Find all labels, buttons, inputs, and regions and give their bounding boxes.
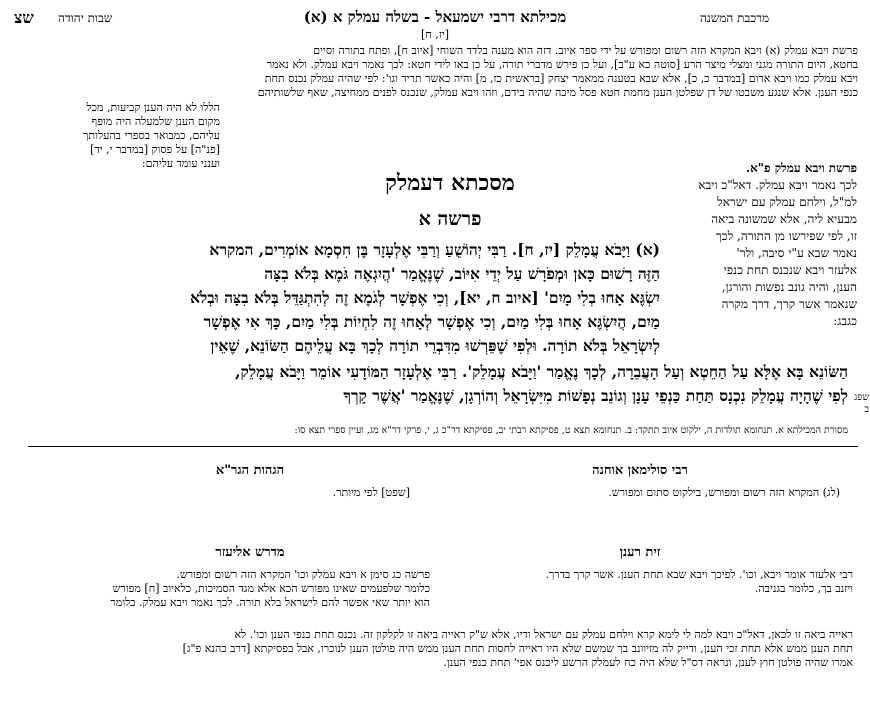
main-text-block [20,238,660,358]
commentary-line: רבי אלעזר אומר ויבא, וכו'. לפיכך ויבא שבא תחת הענן. אשר קרך בדרך. [545,568,853,581]
commentary-line: הענן, והיה גונב נפשות והורגן, [721,280,857,294]
commentary-line: בחטא, היום התורה מגני ומצלי מיצר הרע [סוטה כא ע"ב], ועל כן פירש מדברי תורה, על כן באו לידי חטא: לכך נאמר ויבא עמלק. ולא נאמר [266,58,858,71]
commentary-line: הללו לא היה הענן קביעות, מכל [86,101,220,114]
commentary-line: לכך נאמר ויבא עמלק. דאל"כ ויבא [698,178,857,192]
commentary-line: נאמר שבא ע"י סיבה, ולר' [736,246,857,260]
commentary-line: ויבא עמלק כמו ויבא אדום [במדבר כ, כ], אלא שבא בטענה ממאמר יצחק [בראשית כז, מ] והיה כאשר תריד וגו': לפי שהיה עמלק נכנס תחת [264,72,858,85]
commentary-line: פרשה כג סימן א ויבא עמלק וכו' המקרא הזה רשום ומפורש. [176,568,430,581]
notes-text-ohana: (לג) המקרא הזה רשום ומפורש, בילקוט סתום ומפורש. [608,486,840,499]
section-title: פרשה א [418,208,482,230]
commentary-line: תחת הענן ממש אלא תחת זכי הענן, ודייק לה מזיוונב בך שמשם שלא היו ראייה לחסות תחת הענן ממש היה פולטן הענן לנוכרו, אבל בפסיקתא [דרב כהנא פ"ג] [182,642,853,655]
commentary-line: זו, לפי שפירשו מן התורה, לכך [715,229,857,243]
commentary-line: כנפי הענן. אלא שנגע משבטו של דן שפלטן הענן מחמת חטא פסל מיכה שהיה בידם, וזהו ויבא עמלק, שנכנס לפנים ממחיצה, שאף שלשותיהם [257,86,858,99]
midrash-eliezer-text [20,568,430,610]
right-commentary-column [665,160,857,330]
bottom-commentary [20,628,853,670]
commentary-line: עליהם, כמבואר בספרי בהעלותך [83,129,220,142]
commentary-line: אלעזר ויבא שנכנס תחת כנפי [723,263,857,277]
main-text-line: הַזֶּה רָשׁוּם כָּאן וּמְפֹרָשׁ עַל יְדֵי אִיּוֹב, שֶׁנֶּאֱמַר 'הֲיִגְאֶה גֹּמֶא בְּלֹא בִצָּה [264,264,660,283]
commentary-line: ראייה ביאה זו לכאן, דאל"כ ויבא למה לי לימא קרא וילחם עמלק עם ישראל ודיו, אלא ש"ק ראייה ביאה זו לקלקון זה. נכנס תחת כנפי הענן וכו'. לא [234,628,853,641]
commentary-line: וענני עומד עליהם: [141,157,220,170]
main-text-line: לְפִי שֶׁהָיָה עֲמָלֵק נִכְנָס תַּחַת כַּנְפֵי עָנָן וְגוֹנֵב נְפָשׁוֹת מִיִּשְׂרָאֵל וְהוֹרְגָן, שֶׁנֶּאֱמַר 'אֲשֶׁר קָרְךָ [343,386,848,405]
main-text-line: הַשּׂוֹנֵא בָּא אֶלָּא עַל הַחֵטְא וְעַל הָעֲבֵרָה, לְכָךְ נֶאֱמַר 'וַיָּבֹא עֲמָלֵק'. רַבִּי אֶלְעָזָר הַמּוֹדָעִי אוֹמֵר וַיָּבֹא עֲמָלֵק, [235,362,848,381]
zayit-raanan-text [448,568,853,596]
sources-line: מסורת המכילתא א. תנחומא תולדות ה, ילקוט איוב תתקד: ב. תנחומא תצא ט, פסיקתא רבתי יב, פסיקתא דר"כ ג, י, פרקי דר"א מג, ועיין ספרי תצא סו: [294,425,848,436]
commentary-line: ויזנב בך, כלומר בגניבה. [754,582,853,595]
main-text-wide-block [20,360,848,408]
commentary-line: למ"ל, וילחם עמלק עם ישראל [717,195,857,209]
commentary-line: מבעיא ליה, אלא שמשונה ביאה [711,212,857,226]
midrash-eliezer-heading: מדרש אליעזר [215,545,285,560]
notes-heading-gra: הגהות הגר"א [215,463,285,478]
commentary-heading: פרשת ויבא עמלק פ"א. [745,161,857,175]
main-text-line: (א) וַיָּבֹא עֲמָלֵק [יז, ח]. רַבִּי יְהוֹשֻׁעַ וְרַבִּי אֶלְעָזָר בֶּן חִסְמָא אוֹמְרִים, המקרא [209,240,660,259]
commentary-line: מקום הענן שלמעלה היה מופף [91,115,220,128]
commentary-line: שנאמר אשר קרך, דרך מקרה [721,297,857,311]
commentary-line: [פנ"ה] על פסוק [במדבר י, יד] [90,143,220,156]
commentary-line: אמרו שהיה פולטן חוץ לענן, ונראה דס"ל שלא היה כח לעמלק הרשע ליכנס אפי' תחת כנפי הענן. [443,656,853,669]
verse-reference: [יז, ח] [420,28,450,41]
commentary-line: פרשת ויבא עמלק (א) ויבא המקרא הזה רשום ומפורש על ידי ספר איוב. דזה הוא מענה בלדד השוחי [איוב ח], ופתח בתורה וסיים [313,44,858,57]
tractate-title: מסכתא דעמלק [385,170,515,196]
running-head-right: מרכבת המשנה [700,11,770,25]
running-head-center: מכילתא דרבי ישמעאל - בשלה עמלק א (א) [303,8,567,26]
margin-note: שפג ב [854,392,869,415]
main-text-line: לְיִשְׂרָאֵל בְּלֹא תוֹרָה. וּלְפִי שֶׁפֵּרְשׁוּ מִדִּבְרֵי תוֹרָה לְכָךְ בָּא עֲלֵיהֶם הַשּׂוֹנֵא, שֶׁאֵין [210,336,660,355]
notes-text-gra: [שפט] לפי מיותר. [332,486,410,499]
commentary-line: כלומר שלפעמים שאינו מפורש הכא אלא מגד הסמיכות, כלאיוב [ח] מפורש [112,582,430,595]
commentary-line: הוא יותר שאי אפשר להם לישראל בלא תורה. לכך נאמר ויבא עמלק. כלומר [110,596,430,609]
notes-heading-ohana: רבי סולימאן אוחנה [592,463,688,478]
main-text-line: יִשְׂגֶּא אָחוּ בְלִי מָיִם' [איוב ח, יא], וְכִי אֶפְשָׁר לְגֹמֶא זֶה לְהִתְגַּדֵּל בְּלֹא בִצָּה וּבְלֹא [190,288,660,307]
commentary-line: כגבג: [833,314,857,328]
page-number: שצ [14,8,34,27]
left-commentary-column [20,101,220,171]
main-text-line: מַיִם, הֲיִשְׂגֶּא אָחוּ בְּלִי מַיִם, וְכִי אֶפְשָׁר לְאָחוּ זֶה לִחְיוֹת בְּלִי מַיִם, כָּךְ אִי אֶפְשָׁר [203,312,660,331]
top-commentary [18,44,858,100]
zayit-raanan-heading: זית רענן [619,545,661,560]
divider [28,446,858,447]
running-head-left: שבות יהודה [58,11,113,25]
